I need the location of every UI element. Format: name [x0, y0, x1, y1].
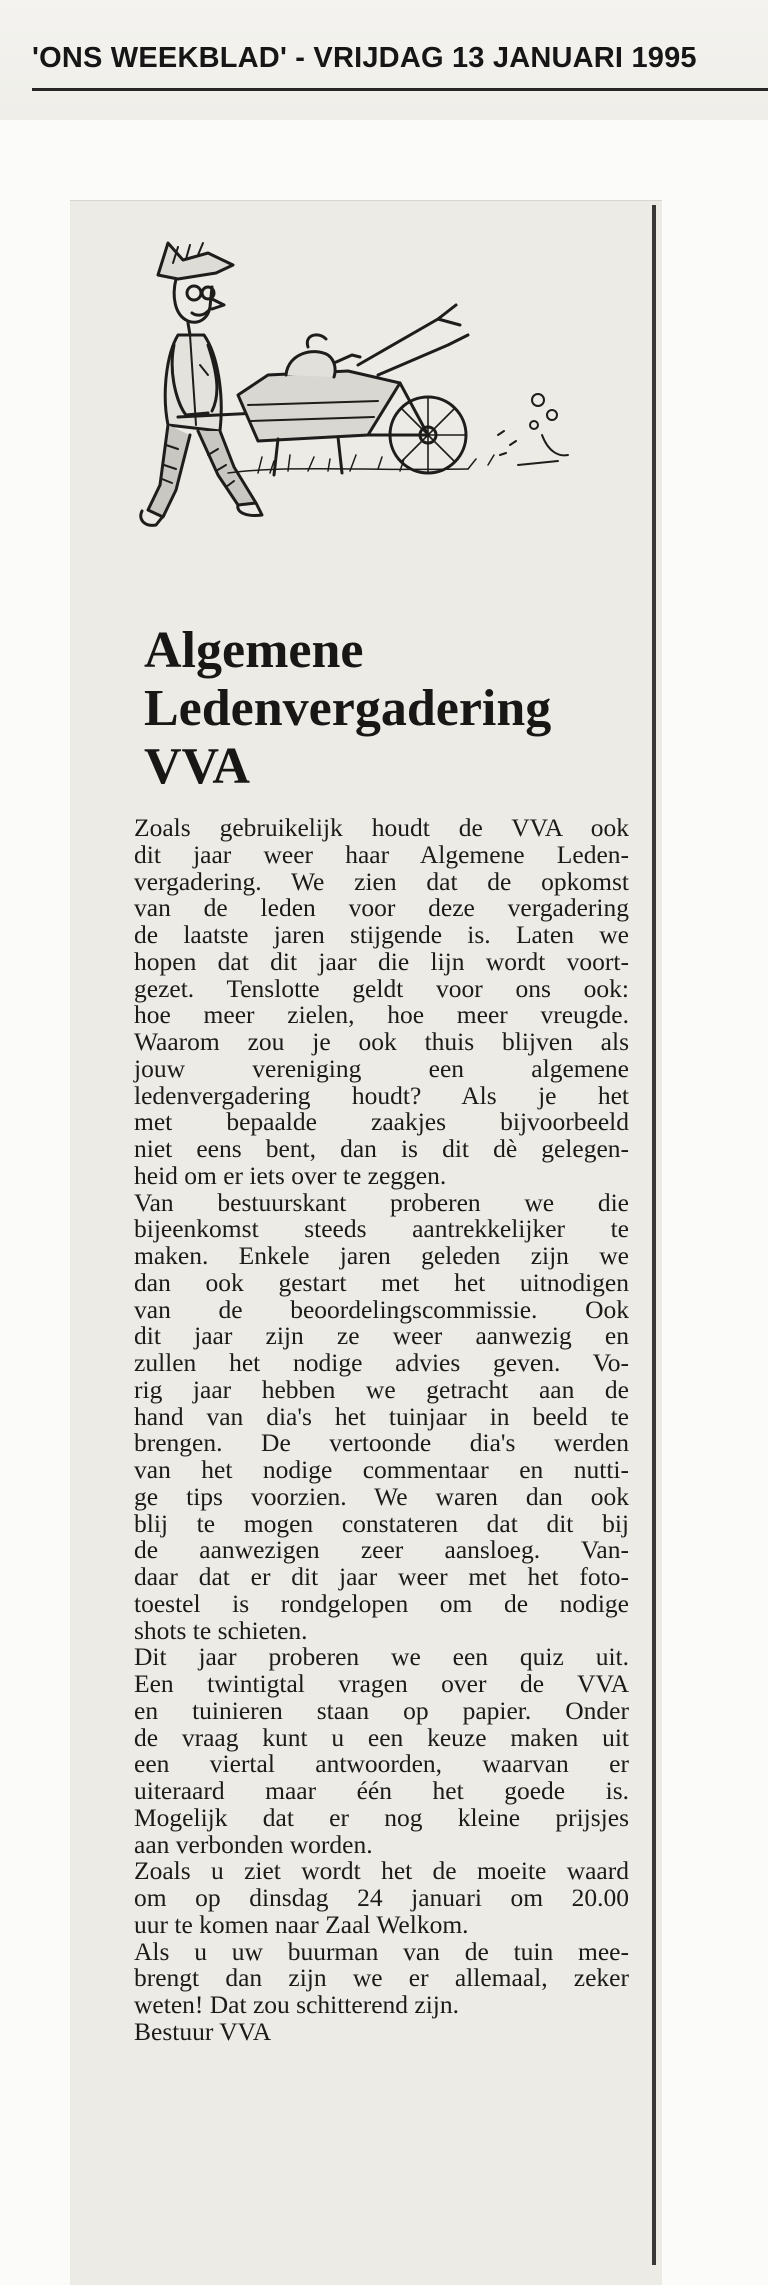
- article-line: weten! Dat zou schitterend zijn.: [134, 1990, 460, 2019]
- article-line: de vraag kunt u een keuze maken uit: [134, 1722, 629, 1752]
- headline-line: Ledenvergadering: [144, 680, 552, 737]
- article-line: Zoals gebruikelijk houdt de VVA ook: [134, 813, 629, 842]
- article-line: blij te mogen constateren dat dit bij: [134, 1508, 629, 1538]
- article-line: om op dinsdag 24 januari om 20.00: [134, 1883, 629, 1912]
- article-body: [134, 815, 629, 2046]
- article-line: van de beoordelingscommissie. Ook: [134, 1294, 629, 1324]
- article-line: ledenvergadering houdt? Als je het: [134, 1080, 629, 1110]
- article-line: heid om er iets over te zeggen.: [134, 1160, 447, 1190]
- masthead-rule: [32, 88, 768, 91]
- article-line: van de leden voor deze vergadering: [134, 893, 629, 923]
- article-line: Bestuur VVA: [134, 2016, 272, 2046]
- article-line: een viertal antwoorden, waarvan er: [134, 1749, 629, 1779]
- article-line: Een twintigtal vragen over de VVA: [134, 1669, 629, 1698]
- article-line: daar dat er dit jaar weer met het foto-: [134, 1562, 629, 1591]
- article-line: brengt dan zijn we er allemaal, zeker: [134, 1963, 629, 1993]
- article-line: hoe meer zielen, hoe meer vreugde.: [134, 1000, 629, 1030]
- article-line: toestel is rondgelopen om de nodige: [134, 1588, 629, 1618]
- article-line: vergadering. We zien dat de opkomst: [134, 866, 629, 896]
- article-line: maken. Enkele jaren geleden zijn we: [134, 1241, 629, 1270]
- article-line: zullen het nodige advies geven. Vo-: [134, 1348, 629, 1377]
- gardener-wheelbarrow-icon: [138, 235, 638, 615]
- article-line: Van bestuurskant proberen we die: [134, 1187, 629, 1217]
- article-line: aan verbonden worden.: [134, 1829, 373, 1859]
- article-line: dan ook gestart met het uitnodigen: [134, 1267, 629, 1297]
- article-line: de laatste jaren stijgende is. Laten we: [134, 920, 629, 949]
- article-line: met bepaalde zaakjes bijvoorbeeld: [134, 1107, 629, 1137]
- article-line: Mogelijk dat er nog kleine prijsjes: [134, 1802, 629, 1832]
- article-line: shots te schieten.: [134, 1615, 308, 1645]
- article-line: van het nodige commentaar en nutti-: [134, 1455, 629, 1484]
- article-line: bijeenkomst steeds aantrekkelijker te: [134, 1214, 629, 1244]
- article-line: en tuinieren staan op papier. Onder: [134, 1695, 629, 1725]
- article-line: uur te komen naar Zaal Welkom.: [134, 1909, 469, 1939]
- article-line: niet eens bent, dan is dit dè gelegen-: [134, 1134, 629, 1163]
- article-line: uiteraard maar één het goede is.: [134, 1776, 629, 1805]
- article-line: Waarom zou je ook thuis blijven als: [134, 1027, 629, 1056]
- article-line: dit jaar zijn ze weer aanwezig en: [134, 1321, 629, 1351]
- article-line: gezet. Tenslotte geldt voor ons ook:: [134, 973, 629, 1003]
- article-line: brengen. De vertoonde dia's werden: [134, 1428, 629, 1458]
- newspaper-masthead: 'ONS WEEKBLAD' - VRIJDAG 13 JANUARI 1995: [32, 42, 697, 74]
- article-line: Als u uw buurman van de tuin mee-: [134, 1936, 629, 1966]
- article-line: Dit jaar proberen we een quiz uit.: [134, 1642, 629, 1672]
- article-line: de aanwezigen zeer aansloeg. Van-: [134, 1535, 629, 1565]
- article-line: jouw vereniging een algemene: [134, 1053, 629, 1083]
- headline-line: Algemene: [144, 622, 364, 679]
- headline-line: VVA: [144, 738, 250, 795]
- article-line: rig jaar hebben we getracht aan de: [134, 1374, 629, 1404]
- article-line: dit jaar weer haar Algemene Leden-: [134, 839, 629, 869]
- article-line: ge tips voorzien. We waren dan ook: [134, 1481, 629, 1511]
- article-headline: [144, 622, 644, 796]
- article-line: hand van dia's het tuinjaar in beeld te: [134, 1401, 629, 1431]
- article-line: hopen dat dit jaar die lijn wordt voort-: [134, 946, 629, 976]
- clipping-edge-shadow: [652, 205, 656, 2265]
- article-line: Zoals u ziet wordt het de moeite waard: [134, 1856, 629, 1886]
